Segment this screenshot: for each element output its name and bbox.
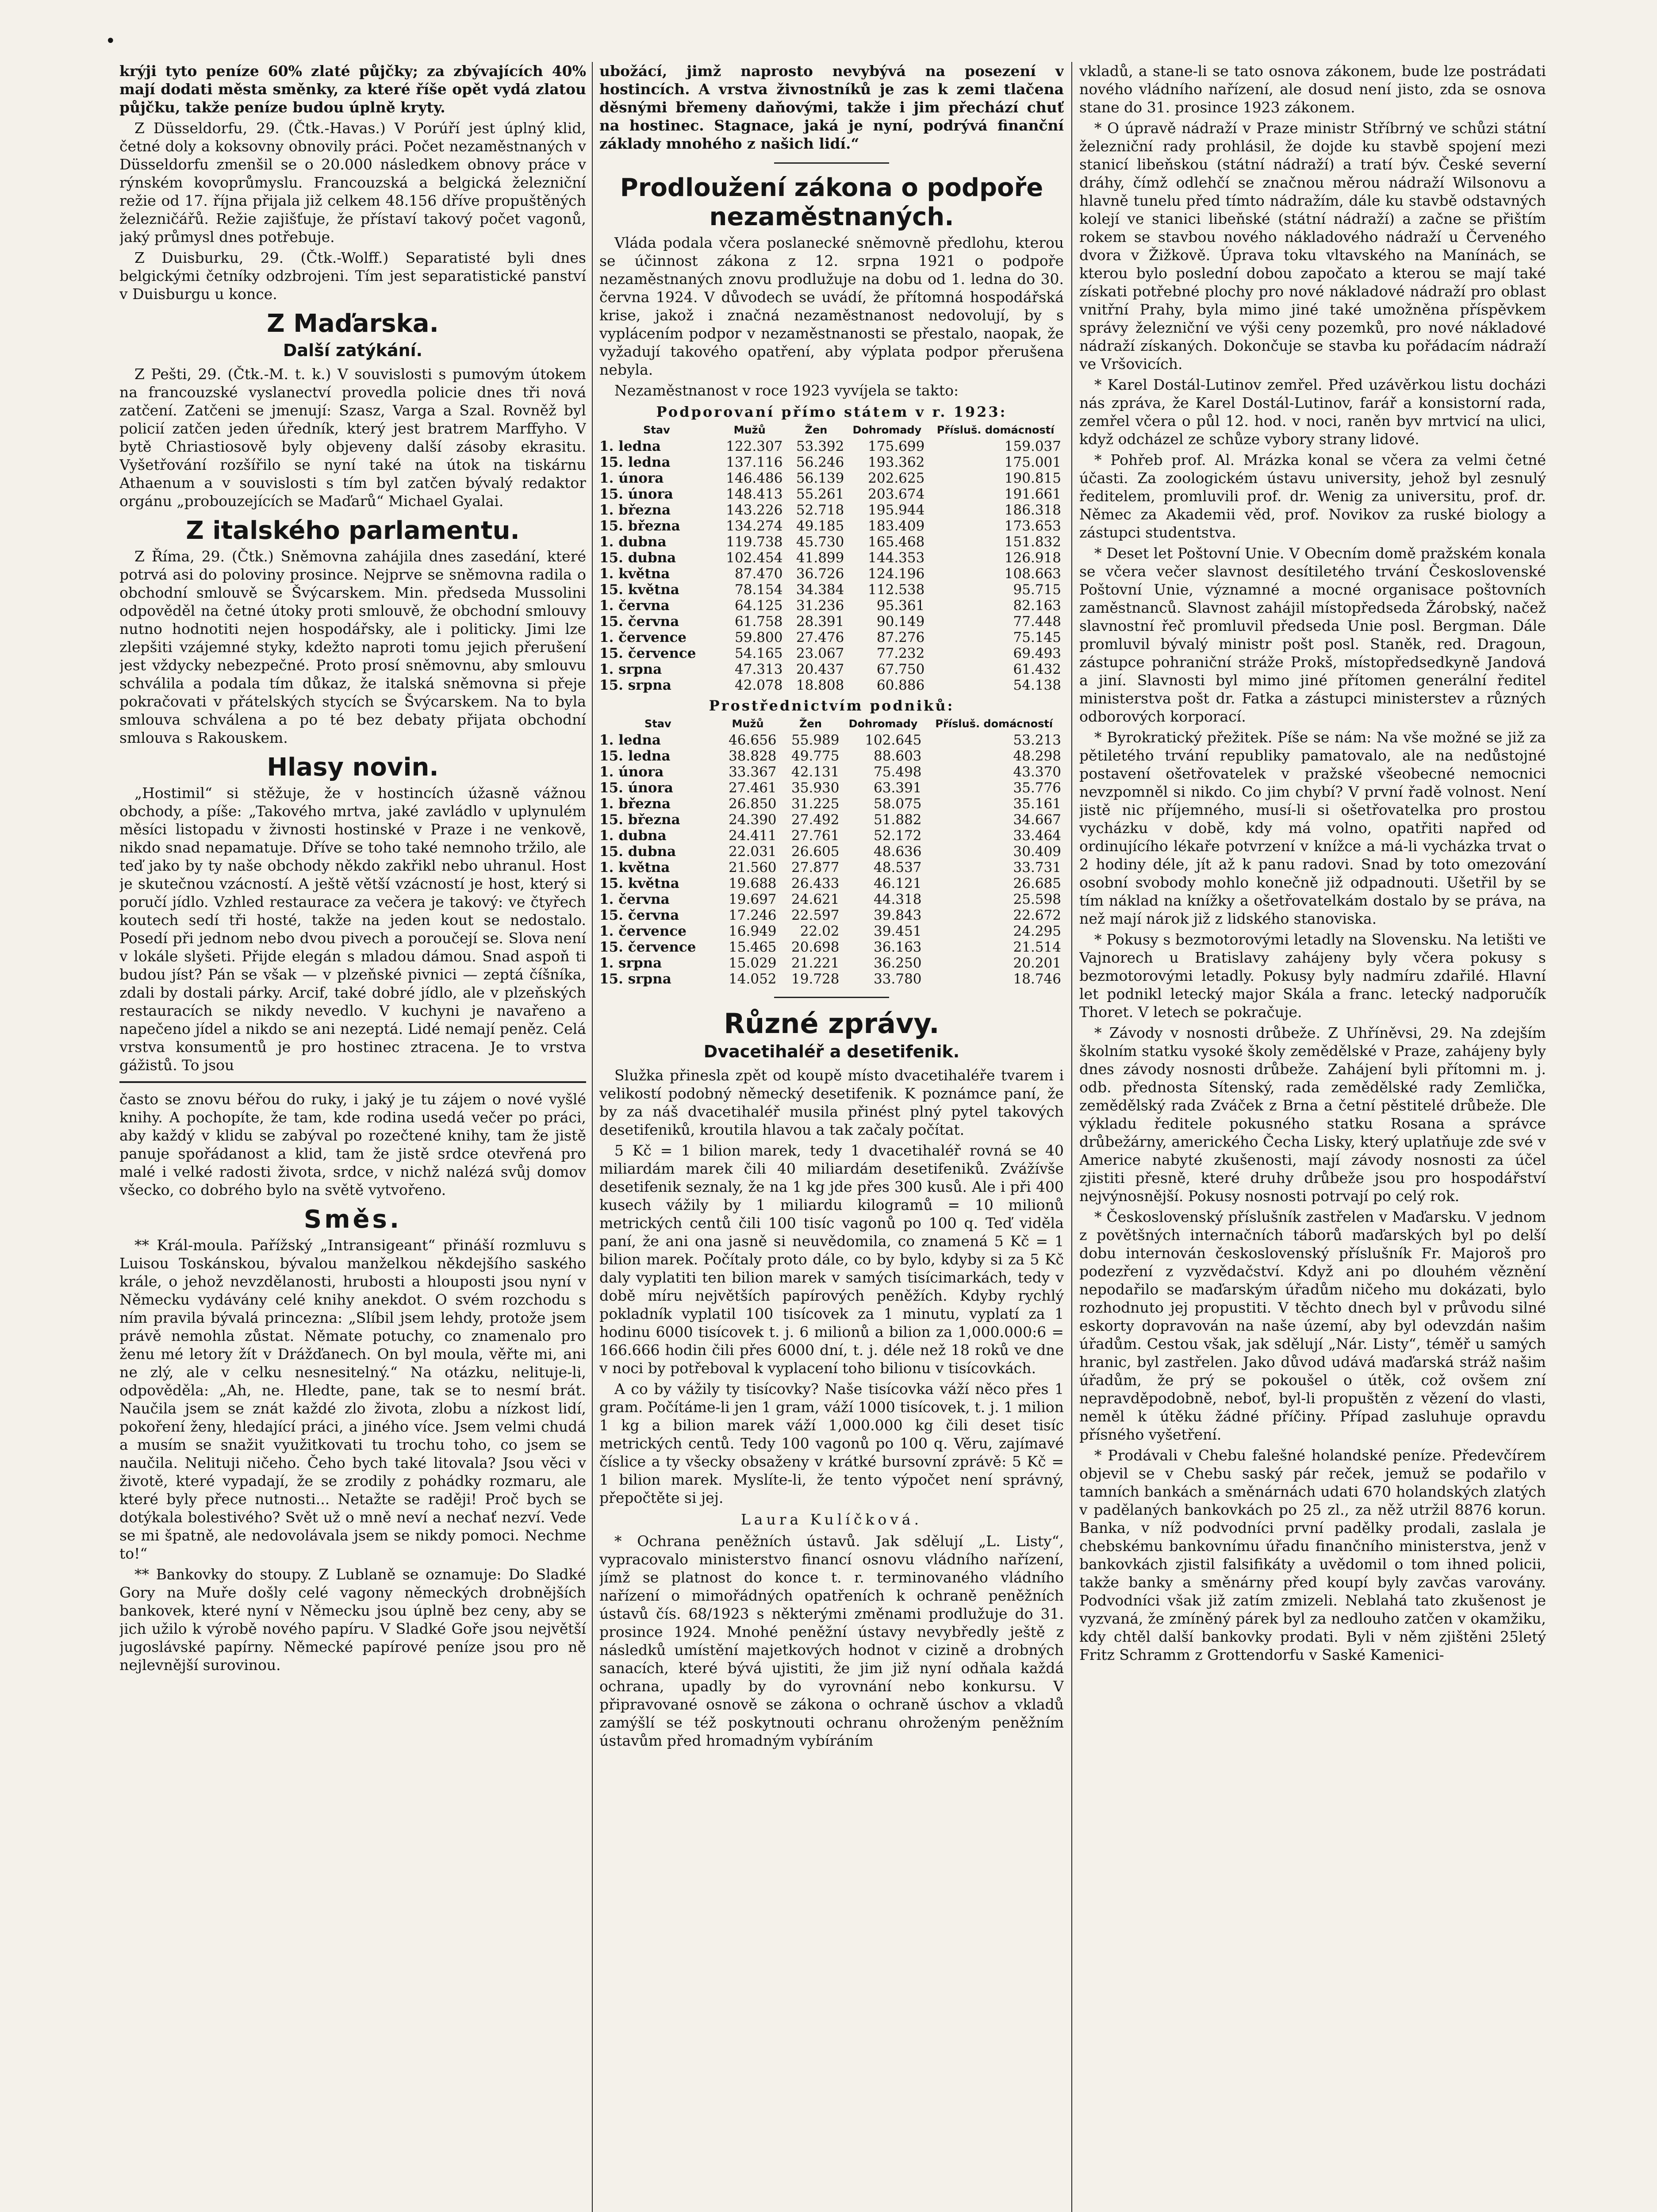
cell-date: 15. března — [599, 518, 680, 534]
cell-value: 26.850 — [729, 796, 777, 812]
cell-value: 82.163 — [1013, 598, 1061, 614]
cell-date: 15. července — [599, 645, 696, 661]
cell-value: 27.476 — [796, 630, 844, 645]
cell-value: 20.201 — [1013, 955, 1061, 971]
table-2-body — [599, 732, 1064, 987]
table-row — [599, 764, 1064, 780]
th-zen: Žen — [799, 718, 822, 730]
cell-value: 22.597 — [791, 907, 840, 923]
table-row — [599, 677, 1064, 693]
article-banknote-weight: A co by vážily ty tisícovky? Naše tisícovka váží něco přes 1 gram. Počítáme-li jen 1 gram, váží 1000 tisícovek, t. j. 1 milion 1 kg a bilion marek váží 1,000.000 kg čili deset tisíc metrických centů. Tedy 100 vagonů po 100 q. Věru, zajímavé číslice a ty všecky obsaženy v krátké bursovní zprávě: 5 Kč = 1 bilion marek. Myslíte-li, že tento výpočet není správný, přepočtěte si jej. — [599, 1380, 1064, 1506]
cell-value: 55.261 — [796, 486, 844, 502]
cell-value: 44.318 — [874, 891, 922, 907]
table-row — [599, 844, 1064, 860]
cell-value: 41.899 — [796, 550, 844, 566]
cell-date: 1. července — [599, 923, 687, 939]
cell-value: 59.800 — [735, 630, 783, 645]
table-row — [599, 891, 1064, 907]
table-2-title: Prostřednictvím podniků: — [709, 697, 955, 714]
cell-date: 1. dubna — [599, 828, 667, 844]
table-row — [599, 860, 1064, 876]
cell-date: 15. ledna — [599, 454, 671, 470]
table-row — [599, 566, 1064, 582]
cell-value: 21.514 — [1013, 939, 1061, 955]
table-row — [599, 812, 1064, 828]
cell-value: 191.661 — [1004, 486, 1061, 502]
table-row — [599, 550, 1064, 566]
news-cheb-counterfeit: * Prodávali v Chebu falešné holandské peníze. Předevčírem objevil se v Chebu saský pár reček, jemuž se podařilo v tamních bankách a směnárnách udati 670 holandských zlatých v padělaných bankovkách po 25 zl., za něž utržil 8876 korun. Banka, v níž podvodníci první padělky prodali, zaslala je chebskému bankovnímu úřadu finančního ministerstva, jenž v bankovkách zjistil falsifikáty a uvědomil o tom ihned policii, takže banky a směnárny před koupí byly zavčas varovány. Podvodníci však již zatím zmizeli. Neblahá tato zkušenost je vyzvaná, že zmíněný párek byl za nedlouho zatčen v okamžiku, kdy chtěl další bankovky prodati. Byli v něm zjištěni 25letý Fritz Schramm z Grottendorfu v Saské Kamenici- — [1079, 1447, 1546, 1663]
heading-italian-parliament: Z italského parlamentu. — [186, 516, 520, 545]
cell-value: 53.213 — [1013, 732, 1061, 748]
cell-value: 55.989 — [791, 732, 840, 748]
article-hostimil: „Hostimil“ si stěžuje, že v hostincích úžasně vážnou obchody, a píše: „Takového mrtva, jaké zavládlo v uplynulém měsíci listopadu v živnosti hostinské v Praze i ne venkově, nikdo snad nepamatuje. Dříve se toho také nemnoho tržilo, ale teď jako by ty naše obchody někdo zakřikl nebo uhranul. Host je skutečnou vzácností. A ještě větší vzácností je host, který si poručí jídlo. Vzhled restaurace za večera je takový: ve čtyřech koutech sedí tři hosté, takže na jeden kout se nedostalo. Posedí při jednom nebo dvou pivech a poroučejí se. Slova není v lokále slyšeti. Přijde elegán s mladou dámou. Snad aspoň ti budou jíst? Pán se však — v plzeňské pivnici — zeptá číšníka, zdali by dostali párky. Arcif, také dobré jídlo, ale v plzeňských restauracích se nikdy nevedlo. V kuchyni je navařeno a napečeno jídel a nikdo se ani nezeptá. Lidé nemají peněz. Celá vrstva konsumentů je pro hostinec ztracena. Je to vrstva gážistů. To jsou — [119, 784, 586, 1074]
subheading-arrests: Další zatýkání. — [283, 341, 423, 360]
column-rule-2 — [1071, 62, 1072, 2212]
cell-date: 15. února — [599, 486, 673, 502]
article-continuation: krýji tyto peníze 60% zlaté půjčky; za zbývajících 40% mají dodati města směnky, za které říše opět vydá zlatou půjčku, takže peníze budou úplně kryty. — [119, 62, 586, 116]
table-row — [599, 582, 1064, 598]
cell-value: 165.468 — [868, 534, 925, 550]
table-row — [599, 828, 1064, 844]
article-maid: Služka přinesla zpět od koupě místo dvacetihaléře tvarem i velikostí podobný německý desetifenik. K poznámce paní, že by za náš dvacetihaléř musila přinést plný pytel takových desetifeniků, kroutila hlavou a tak začaly počítat. — [599, 1067, 1064, 1138]
cell-value: 23.067 — [796, 645, 844, 661]
news-poultry-contest: * Závody v nosnosti drůbeže. Z Uhříněvsi, 29. Na zdejším školním statku vysoké školy zemědělské v Praze, zahájeny byly dnes závody nosnosti drůbeže. Zahájení byli přítomni m. j. odb. přednosta Sítenský, rada zemědělské rady Zemlička, zemědělský rada Zváček z Brna a četní pěstitelé drůbeže. Dle výkladu ředitele pokusného statku Rosana a správce drůbežárny, amerického Čecha Lisky, který uplatňuje zde své v Americe nabyté zkušenosti, mají závody nosnosti za účel zjistiti přesně, které druhy drůbeže jsou pro hospodářství nejvýnosnější. Pokusy nosnosti potrvají po celý rok. — [1079, 1024, 1546, 1205]
cell-value: 35.776 — [1013, 780, 1061, 796]
cell-date: 15. února — [599, 780, 673, 796]
column-1 — [119, 62, 586, 2212]
cell-date: 1. března — [599, 502, 671, 518]
divider — [774, 997, 889, 998]
cell-value: 61.432 — [1013, 661, 1061, 677]
cell-value: 124.196 — [868, 566, 925, 582]
cell-value: 27.461 — [729, 780, 777, 796]
cell-value: 42.078 — [735, 677, 783, 693]
cell-value: 56.139 — [796, 470, 844, 486]
cell-date: 1. března — [599, 796, 671, 812]
cell-value: 22.031 — [729, 844, 777, 860]
cell-value: 17.246 — [729, 907, 777, 923]
cell-value: 31.225 — [791, 796, 840, 812]
author-signature: Laura Kulíčková. — [740, 1511, 923, 1528]
cell-value: 33.367 — [729, 764, 777, 780]
news-funeral-mrazek: * Pohřeb prof. Al. Mrázka konal se včera za velmi četné účasti. Za zoologickém ústavu university, jehož byl zesnulý ředitelem, promluvili prof. dr. Wenig za universitu, prof. dr. Němec za Akademii věd, prof. Novikov za ruské biology a zástupci studentstva. — [1079, 451, 1546, 541]
cell-value: 151.832 — [1004, 534, 1061, 550]
news-prague-station: * O úpravě nádraží v Praze ministr Stříbrný ve schůzi státní železniční rady prohlásil, že dojde ku stavbě spojení mezi stanicí libeňskou (státní nádraží) a tratí býv. České severní dráhy, čímž odlehčí se značnou měrou nádraží Wilsonovu a hlavně tunelu před tímto nádražím, dále ku stavbě odstavných kolejí ve stanici libeňské (státní nádraží) a začne se přištím rokem se stavbou nového nákladového nádraží u Červeného dvora v Žižkově. Úprava toku vltavského na Manínách, se kterou bylo poslední dobou započato a kterou se mají také získati potřebné plochy pro nové nákladové nádraží pro oblast vnitřní Prahy, byla mimo jiné také umožněna příspěvkem správy železniční ve výši ceny pozemků, pro nové nákladové nádraží získaných. Dokončuje se stavba ku pořádacím nádraží ve Vršovicích. — [1079, 119, 1546, 373]
cell-value: 173.653 — [1004, 518, 1061, 534]
cell-value: 175.001 — [1004, 454, 1061, 470]
table-row — [599, 438, 1064, 454]
cell-value: 47.313 — [735, 661, 783, 677]
th-prislus: Přísluš. domácností — [935, 718, 1053, 730]
cell-value: 43.370 — [1013, 764, 1061, 780]
cell-value: 58.075 — [874, 796, 922, 812]
cell-date: 15. června — [599, 907, 679, 923]
news-obituary-dostal: * Karel Dostál-Lutinov zemřel. Před uzávěrkou listu docházi nás zpráva, že Karel Dostál-Lutinov, farář a konsistorní rada, zemřel včera o půl 12. hod. v noci, raněn byv mrtvicí na ulici, když odcházel ze schůze vybory strany lidové. — [1079, 376, 1546, 448]
cell-value: 33.780 — [874, 971, 922, 987]
cell-value: 54.138 — [1013, 677, 1061, 693]
cell-date: 1. srpna — [599, 661, 662, 677]
cell-value: 126.918 — [1004, 550, 1061, 566]
news-banknotes-pulp: ** Bankovky do stoupy. Z Lublaně se oznamuje: Do Sladké Gory na Muře došly celé vagony německých drobnějších bankovek, které nyní v Německu jsou úplně bez ceny, aby se jich užilo k výrobě nového papíru. V Sladké Goře jsou největší jugoslávské papírny. Německé papírové peníze jsou pro ně nejlevnější surovinou. — [119, 1566, 586, 1674]
cell-value: 27.877 — [791, 860, 840, 876]
news-citizen-shot: * Československý příslušník zastřelen v Maďarsku. V jednom z povětšných internačních táborů maďarských byl po delší dobu internován československý příslušník Fr. Majoroš pro podezření z vyzvědačství. Když ani po dlouhém věznění nepodařilo se maďarským úřadům ničeho mu dokázati, bylo rozhodnuto jej propustiti. V těchto dnech byl v průvodu silné eskorty dopravován na naše území, aby byl odevzdán našim úřadům. Cestou však, jak sdělují „Nár. Listy“, téměř u samých hranic, byl zastřelen. Jako důvod udává maďarská stráž našim úřadům, že prý se pokoušel o útěk, což ovšem zní nepravděpodobně, neboť, byl-li propuštěn z vězení do vlasti, neměl k útěku žádné příčiny. Případ zasluhuje opravdu přísného vyšetření. — [1079, 1208, 1546, 1443]
cell-value: 61.758 — [735, 614, 783, 630]
cell-value: 19.728 — [791, 971, 840, 987]
cell-value: 45.730 — [796, 534, 844, 550]
cell-value: 27.761 — [791, 828, 840, 844]
cell-value: 19.688 — [729, 876, 777, 891]
cell-value: 64.125 — [735, 598, 783, 614]
cell-value: 143.226 — [726, 502, 783, 518]
cell-date: 1. června — [599, 891, 670, 907]
cell-value: 27.492 — [791, 812, 840, 828]
cell-value: 51.882 — [874, 812, 922, 828]
table-row — [599, 598, 1064, 614]
heading-unemployment-law: Prodloužení zákona o podpoře nezaměstnaných. — [620, 173, 1043, 231]
table-row — [599, 534, 1064, 550]
cell-value: 75.145 — [1013, 630, 1061, 645]
cell-value: 39.451 — [874, 923, 922, 939]
table-row — [599, 645, 1064, 661]
news-postal-union: * Deset let Poštovní Unie. V Obecním domě pražském konala se včera večer slavnost desítiletého trvání Československé Poštovní Unie, významné a mocné organisace poštovních zaměstnanců. Slavnost zahájil místopředseda Žárobský, načež slavnostní řeč promluvil předseda Unie posl. Bergman. Dále promluvil bývalý ministr pošt posl. Staněk, red. Dragoun, zástupce pohraniční stráže Prokš, místopředsedkyně Jandová a jiní. Slavnosti byl mimo jiné přítomen generální ředitel ministerstva pošt dr. Fatka a zástupci ministerstev a různých odborových korporací. — [1079, 545, 1546, 725]
cell-date: 15. března — [599, 812, 680, 828]
cell-date: 15. května — [599, 582, 679, 598]
cell-date: 15. července — [599, 939, 696, 955]
cell-value: 69.493 — [1013, 645, 1061, 661]
cell-value: 15.029 — [729, 955, 777, 971]
cell-date: 1. února — [599, 470, 664, 486]
table-row — [599, 796, 1064, 812]
cell-value: 144.353 — [868, 550, 925, 566]
cell-value: 193.362 — [868, 454, 925, 470]
news-budapest: Z Pešti, 29. (Čtk.-M. t. k.) V souvislosti s pumovým útokem na francouzské vyslanectví provedla policie dnes tři nová zatčení. Zatčeni se jmenují: Szasz, Varga a Szal. Rovněž byl policií zatčen jeden úředník, který jest bratrem Marffyho. V bytě Chriastiosově byly objeveny další zásoby ekrasitu. Vyšetřování rozšířilo se nyní také na útok na tiskárnu Athaenum a v souvislosti s tím byl zatčen bývalý redaktor orgánu „probouzejících se Maďarů“ Michael Gyalai. — [119, 365, 586, 510]
cell-date: 15. dubna — [599, 550, 676, 566]
table-row — [599, 780, 1064, 796]
cell-value: 15.465 — [729, 939, 777, 955]
cell-value: 87.470 — [735, 566, 783, 582]
cell-value: 202.625 — [868, 470, 925, 486]
cell-value: 35.161 — [1013, 796, 1061, 812]
cell-value: 87.276 — [876, 630, 925, 645]
column-3 — [1079, 62, 1546, 2212]
cell-value: 33.731 — [1013, 860, 1061, 876]
cell-date: 1. srpna — [599, 955, 662, 971]
divider — [119, 1081, 586, 1083]
article-continuation-col3: vkladů, a stane-li se tato osnova zákonem, bude lze postrádati nového vládního nařízení, ale dosud není jisto, zda se osnova stane do 31. prosince 1923 zákonem. — [1079, 62, 1546, 116]
cell-value: 31.236 — [796, 598, 844, 614]
cell-value: 54.165 — [735, 645, 783, 661]
news-king-moula: ** Král-moula. Pařížský „Intransigeant“ přináší rozmluvu s Luisou Toskánskou, bývalou manželkou někdejšího saského krále, o jehož nevzdělanosti, hrubosti a hlouposti jsou nyní v Německu vydávány celé knihy anekdot. O svém rozchodu s ním pravila bývalá princezna: „Slíbil jsem lehdy, protože jsem právě nemohla zůstat. Němate potuchy, co znamenalo pro ženu mé letory žít v Drážďanech. On byl moula, věřte mi, ani ne zlý, ale v celku nesnesitelný.“ Na otázku, nelituje-li, odpověděla: „Ah, ne. Hledte, pane, tak se to nesmí brát. Naučila jsem se znát každé zlo života, zlobu a nízkost lidí, pokoření ženy, hledající práci, a jiného více. Jsem velmi chudá a musím se snažit využitkovati tu trochu toho, co jsem se naučila. Nelituji ničeho. Čeho bych také litovala? Jsou věci v životě, které vypadají, že se zrodily z pohádky rozmaru, ale které byly přece nutnosti... Netažte se raději! Proč bych se dotýkala bolestivého? Svět už o mně neví a nechať nezví. Vede se mi špatně, ale nedovolávala jsem se nikdy pomoci. Nechme to!“ — [119, 1237, 586, 1562]
subheading-coin: Dvacetihaléř a desetifenik. — [703, 1042, 960, 1061]
cell-value: 16.949 — [729, 923, 777, 939]
cell-value: 49.185 — [796, 518, 844, 534]
cell-value: 88.603 — [874, 748, 922, 764]
cell-value: 186.318 — [1004, 502, 1061, 518]
heading-various-news: Různé zprávy. — [724, 1007, 940, 1040]
cell-date: 15. června — [599, 614, 679, 630]
cell-date: 15. srpna — [599, 971, 671, 987]
unemployment-intro: Nezaměstnanost v roce 1923 vyvíjela se takto: — [614, 382, 959, 399]
th-prislus: Přísluš. domácností — [936, 424, 1055, 436]
cell-value: 146.486 — [726, 470, 783, 486]
cell-value: 26.605 — [791, 844, 840, 860]
article-continuation-2: často se znovu béřou do ruky, i jaký je tu zájem o nové vyšlé knihy. A pochopíte, že tam, kde rodina usedá večer po práci, aby každý v klidu se zabýval po rozečtené knihy, tam že jistě panuje spořádanost a klid, tam že jistě srdce otevřená pro malé i velké radosti života, srdce, v nichž nalézá svůj domov všecko, co dobrého bylo na světě vytvořeno. — [119, 1091, 586, 1198]
cell-value: 14.052 — [729, 971, 777, 987]
cell-value: 49.775 — [791, 748, 840, 764]
cell-value: 48.537 — [874, 860, 922, 876]
cell-value: 22.672 — [1013, 907, 1061, 923]
cell-value: 24.411 — [729, 828, 777, 844]
table-row — [599, 939, 1064, 955]
cell-value: 46.121 — [874, 876, 922, 891]
cell-value: 52.172 — [874, 828, 922, 844]
cell-value: 102.454 — [726, 550, 783, 566]
table-row — [599, 502, 1064, 518]
cell-value: 18.808 — [796, 677, 844, 693]
cell-value: 78.154 — [735, 582, 783, 598]
cell-value: 53.392 — [796, 438, 844, 454]
cell-value: 48.636 — [874, 844, 922, 860]
cell-value: 112.538 — [868, 582, 925, 598]
cell-value: 19.697 — [729, 891, 777, 907]
th-muzu: Mužů — [732, 718, 764, 730]
cell-value: 52.718 — [796, 502, 844, 518]
th-zen: Žen — [805, 424, 828, 436]
article-government-bill: Vláda podala včera poslanecké sněmovně předlohu, kterou se účinnost zákona z 12. srpna 1921 o podpoře nezaměstnaných znovu prodlužuje na dobu od 1. ledna do 30. června 1924. V důvodech se uvádí, že přítomná hospodářská krise, jakož i značná nezaměstnanost nedovolují, by s vyplácením podpor v nezaměstnanosti se přestalo, naopak, že vyžadují takového opatření, aby výplata podpor přerušena nebyla. — [599, 234, 1064, 378]
table-1-title: Podporovaní přímo státem v r. 1923: — [656, 403, 1007, 420]
cell-value: 46.656 — [729, 732, 777, 748]
cell-value: 21.221 — [791, 955, 840, 971]
table-row — [599, 923, 1064, 939]
cell-value: 39.843 — [874, 907, 922, 923]
cell-value: 60.886 — [876, 677, 925, 693]
cell-date: 15. srpna — [599, 677, 671, 693]
table-row — [599, 907, 1064, 923]
cell-value: 63.391 — [874, 780, 922, 796]
cell-date: 1. ledna — [599, 438, 661, 454]
news-dusseldorf: Z Düsseldorfu, 29. (Čtk.-Havas.) V Porúří jest úplný klid, četné doly a koksovny obnovily práci. Počet nezaměstnaných v Düsseldorfu zmenšil se o 20.000 následkem obnovy práce v rýnském kovoprůmyslu. Francouzská a belgická železniční režie od 17. října přijala již celkem 48.156 dříve propuštěných železničářů. Režie zajišťuje, že přístaví takový počet vagonů, jaký průmysl dnes potřebuje. — [119, 119, 586, 246]
th-dohromady: Dohromady — [852, 424, 922, 436]
heading-hungary: Z Maďarska. — [267, 309, 439, 338]
cell-value: 108.663 — [1004, 566, 1061, 582]
cell-date: 1. dubna — [599, 534, 667, 550]
cell-value: 36.250 — [874, 955, 922, 971]
cell-value: 175.699 — [868, 438, 925, 454]
cell-value: 95.715 — [1013, 582, 1061, 598]
table-row — [599, 470, 1064, 486]
table-row — [599, 630, 1064, 645]
cell-value: 134.274 — [726, 518, 783, 534]
table-row — [599, 614, 1064, 630]
cell-date: 1. února — [599, 764, 664, 780]
table-row — [599, 748, 1064, 764]
news-rome: Z Říma, 29. (Čtk.) Sněmovna zahájila dnes zasedání, které potrvá asi do poloviny prosince. Nejprve se sněmovna radila o obchodní smlouvě se Švýcarskem. Min. předseda Mussolini odpověděl na četné útoky proti smlouvě, že obchodní smlouvy nutno hodnotiti nejen hospodářsky, ale i politicky. Jimi lze zlepšiti vzájemné styky, kdežto naproti tomu jejich přerušení jest vždycky nebezpečné. Proto prosí sněmovnu, aby smlouvu schválila a podala tím důkaz, že italská sněmovna si přeje pokračovati v přátelských stycích se Švýcarskem. Na to byla smlouva schválena a po té bez debaty přijata obchodní smlouva s Rakouskem. — [119, 548, 586, 746]
article-calculation: 5 Kč = 1 bilion marek, tedy 1 dvacetihaléř rovná se 40 miliardám marek čili 40 miliardám desetifeniků. Zvážívše desetifenik seznaly, že na 1 kg jde přes 300 kusů. Ale i při 400 kusech vážily by 1 miliardu kilogramů = 10 milionů metrických centů čili 100 tisíc vagonů po 100 q. Teď viděla paní, že ani ona jasně si neuvědomila, co znamená 5 Kč = 1 bilion marek. Počítaly proto dále, co by bylo, kdyby si za 5 Kč daly vyplatiti ten bilion marek v samých tisícimarkách, tedy v době míru největších papírových peněžích. Kdyby rychlý pokladník vyplatil 100 tisícovek za 1 minutu, vyplatí za 1 hodinu 6000 tisícovek t. j. 6 milionů a bilion za 1,000.000:6 = 166.666 hodin čili přes 6000 dní, t. j. déle než 18 roků ve dne v noci by potřeboval k vyplacení toho bilionu v tisícovkách. — [599, 1142, 1064, 1377]
column-2 — [599, 62, 1064, 2212]
cell-value: 67.750 — [876, 661, 925, 677]
cell-date: 1. května — [599, 860, 670, 876]
cell-date: 15. května — [599, 876, 679, 891]
news-gliders-slovakia: * Pokusy s bezmotorovými letadly na Slovensku. Na letišti ve Vajnorech u Bratislavy zahájeny byly včera pokusy s bezmotorovými letadly. Pokusy byly nadmíru zdařilé. Hlavní let podnikl letecký major Skála a franc. letecký nadporučík Thoret. V letech se pokračuje. — [1079, 931, 1546, 1021]
cell-value: 38.828 — [729, 748, 777, 764]
page-mark-icon: • — [105, 31, 116, 51]
cell-value: 30.409 — [1013, 844, 1061, 860]
cell-date: 1. ledna — [599, 732, 661, 748]
cell-date: 1. července — [599, 630, 687, 645]
table-row — [599, 486, 1064, 502]
cell-value: 20.698 — [791, 939, 840, 955]
cell-value: 25.598 — [1013, 891, 1061, 907]
th-stav: Stav — [643, 424, 670, 436]
th-stav: Stav — [644, 718, 671, 730]
news-bureaucratic-relic: * Byrokratický přežitek. Píše se nám: Na vše možné se již za pětiletého trvání republiky pamatovalo, ale na nedůstojné postavení ošetřovatelek v pražské všeobecné nemocnici nevzpomněl si nikdo. Co jim chybí? V první řadě volnost. Není jistě nic příjemného, musí-li si ošetřovatelka pro prostou vycházku v době, kdy má volno, opatřiti napřed od ordinujícího lékaře potvrzení v knížce a má-li vycházka trvat o 2 hodiny déle, jít až k panu radovi. Snad by toto omezování osobní svobody mohlo konečně již odpadnouti. Ušetřil by se tím náklad na knížky a ošetřovatelkám dostalo by se práva, na než mají nárok již z lidského stanoviska. — [1079, 729, 1546, 927]
cell-value: 77.232 — [876, 645, 925, 661]
cell-value: 183.409 — [868, 518, 925, 534]
cell-value: 34.667 — [1013, 812, 1061, 828]
table-row — [599, 876, 1064, 891]
cell-value: 36.163 — [874, 939, 922, 955]
cell-value: 203.674 — [868, 486, 925, 502]
table-through-companies — [599, 718, 1064, 987]
news-duisburg: Z Duisburku, 29. (Čtk.-Wolff.) Separatisté byli dnes belgickými četníky odzbrojeni. Tím jest separatistické panství v Duisburgu u konce. — [119, 249, 586, 303]
cell-value: 35.930 — [791, 780, 840, 796]
cell-value: 56.246 — [796, 454, 844, 470]
th-muzu: Mužů — [733, 424, 766, 436]
cell-value: 24.390 — [729, 812, 777, 828]
cell-value: 75.498 — [874, 764, 922, 780]
cell-value: 28.391 — [796, 614, 844, 630]
column-rule-1 — [592, 62, 593, 2212]
cell-value: 26.433 — [791, 876, 840, 891]
table-row — [599, 732, 1064, 748]
cell-value: 77.448 — [1013, 614, 1061, 630]
cell-value: 148.413 — [726, 486, 783, 502]
cell-value: 24.295 — [1013, 923, 1061, 939]
heading-miscellany: Směs. — [303, 1205, 402, 1234]
cell-value: 195.944 — [868, 502, 925, 518]
cell-value: 137.116 — [726, 454, 783, 470]
cell-value: 20.437 — [796, 661, 844, 677]
table-state-supported — [599, 424, 1064, 693]
table-1-body — [599, 438, 1064, 693]
heading-press-voices: Hlasy novin. — [267, 753, 439, 782]
cell-value: 48.298 — [1013, 748, 1061, 764]
table-row — [599, 955, 1064, 971]
table-row — [599, 661, 1064, 677]
divider — [774, 162, 889, 164]
table-row — [599, 518, 1064, 534]
cell-value: 119.738 — [726, 534, 783, 550]
news-bank-protection: * Ochrana peněžních ústavů. Jak sdělují „L. Listy“, vypracovalo ministerstvo financí osnovu vládního nařízení, jímž se platnost do konce t. r. terminovaného vládního nařízení o mimořádných opatřeních k ochraně peněžních ústavů čís. 68/1923 s některými změnami prodlužuje do 31. prosince 1924. Mnohé peněžní ústavy nevybředly ještě z následků umístění majetkových hodnot v cizině a drobných sanacích, které bývá ujistiti, že jim již nyní odňala každá ochrana, upadly by do vyrovnání nebo konkursu. V připravované osnově se zákona o ochraně úschov a vkladů zamýšlí se též poskytnouti ochranu ohroženým peněžním ústavům před hromadným vybíráním — [599, 1532, 1064, 1749]
table-row — [599, 971, 1064, 987]
cell-date: 1. května — [599, 566, 670, 582]
th-dohromady: Dohromady — [848, 718, 918, 730]
cell-value: 159.037 — [1004, 438, 1061, 454]
cell-date: 15. ledna — [599, 748, 671, 764]
cell-value: 21.560 — [729, 860, 777, 876]
cell-value: 36.726 — [796, 566, 844, 582]
cell-value: 24.621 — [791, 891, 840, 907]
cell-date: 15. dubna — [599, 844, 676, 860]
cell-value: 42.131 — [791, 764, 840, 780]
cell-value: 34.384 — [796, 582, 844, 598]
cell-value: 95.361 — [876, 598, 925, 614]
cell-date: 1. června — [599, 598, 670, 614]
cell-value: 122.307 — [726, 438, 783, 454]
cell-value: 33.464 — [1013, 828, 1061, 844]
cell-value: 26.685 — [1013, 876, 1061, 891]
cell-value: 190.815 — [1004, 470, 1061, 486]
article-continuation-col2: ubožácí, jimž naprosto nevybývá na posezení v hostincích. A vrstva živnostníků je zas k zemi tlačena děsnými břemeny daňovými, takže i jim přechází chuť na hostinec. Stagnace, jaká je nyní, podrývá finanční základy mnohého z našich lidí.“ — [599, 62, 1064, 152]
cell-value: 22.02 — [800, 923, 840, 939]
cell-value: 90.149 — [876, 614, 925, 630]
table-row — [599, 454, 1064, 470]
cell-value: 18.746 — [1013, 971, 1061, 987]
cell-value: 102.645 — [865, 732, 922, 748]
